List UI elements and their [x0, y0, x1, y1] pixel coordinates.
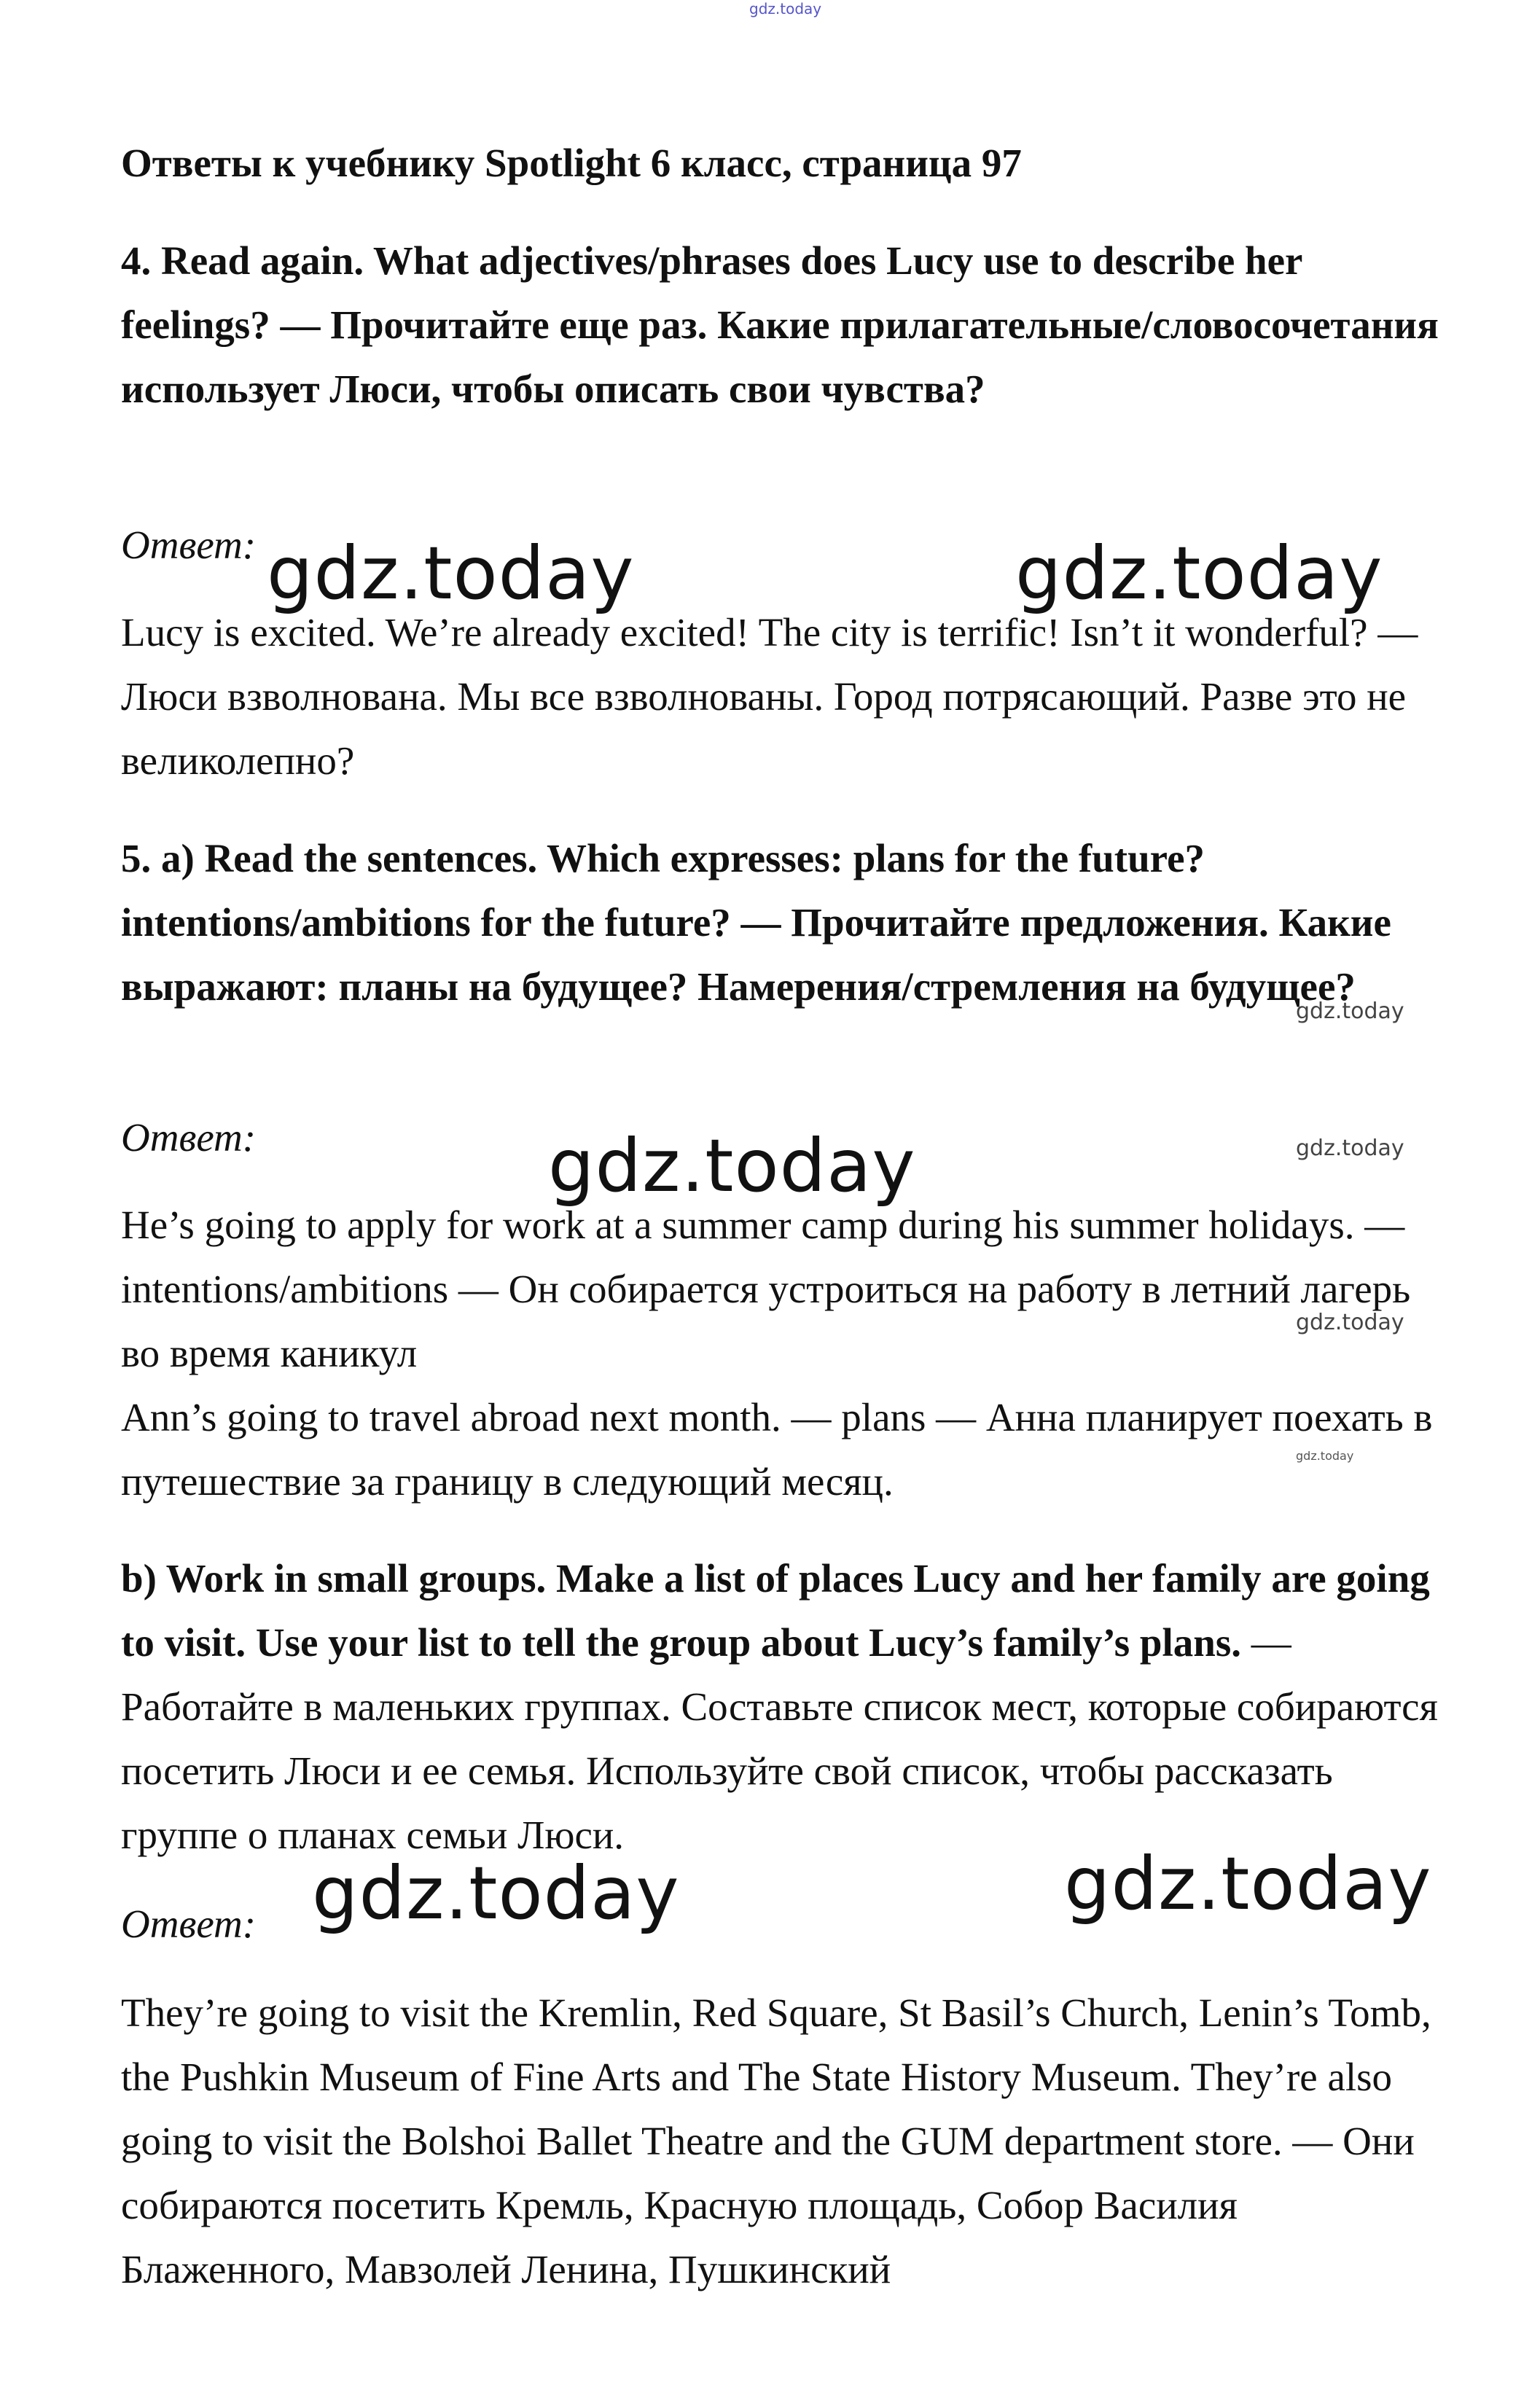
- watermark-small: gdz.today: [1296, 999, 1404, 1024]
- watermark-small: gdz.today: [1296, 1310, 1404, 1335]
- watermark-big: gdz.today: [548, 1123, 916, 1208]
- watermark-big: gdz.today: [1015, 531, 1383, 616]
- task4-answer-label: Ответ:: [121, 523, 257, 567]
- watermark-tiny: gdz.today: [1296, 1449, 1354, 1463]
- task5b-question-bold: b) Work in small groups. Make a list of places Lucy and her family are going to visit. Use your list to tell the group about Lucy’s family’s plans.: [121, 1556, 1430, 1665]
- task5b-question: [121, 1547, 1455, 1867]
- watermark-big: gdz.today: [267, 531, 635, 616]
- task4-answer: Lucy is excited. We’re already excited! The city is terrific! Isn’t it wonderful? — Люси взволнована. Мы все взволнованы. Город потрясающий. Разве это не великолепно?: [121, 610, 1418, 783]
- task5b-question-rest: — Работайте в маленьких группах. Составьте список мест, которые собираются посетить Люси и ее семья. Используйте свой список, чтобы рассказать группе о планах семьи Люси.: [121, 1620, 1438, 1857]
- page-title: Ответы к учебнику Spotlight 6 класс, страница 97: [121, 141, 1022, 185]
- task5a-question: 5. a) Read the sentences. Which expresses: plans for the future? intentions/ambitions for the future? — Прочитайте предложения. Какие выражают: планы на будущее? Намерения/стремления на будущее?: [121, 836, 1391, 1009]
- task5b-answer: They’re going to visit the Kremlin, Red Square, St Basil’s Church, Lenin’s Tomb, the Pushkin Museum of Fine Arts and The State History Museum. They’re also going to visit the Bolshoi Ballet Theatre and the GUM department store. — Они собираются посетить Кремль, Красную площадь, Собор Василия Блаженного, Мавзолей Ленина, Пушкинский: [121, 1990, 1431, 2291]
- task5a-answer-2: Ann’s going to travel abroad next month. — plans — Анна планирует поехать в путешествие за границу в следующий месяц.: [121, 1395, 1433, 1504]
- task5a-answer-label: Ответ:: [121, 1115, 257, 1160]
- task4-question: 4. Read again. What adjectives/phrases does Lucy use to describe her feelings? — Прочитайте еще раз. Какие прилагательные/словосочетания использует Люси, чтобы описать свои чувства?: [121, 238, 1439, 411]
- watermark-big: gdz.today: [312, 1851, 680, 1936]
- top-watermark: gdz.today: [749, 0, 822, 17]
- watermark-small: gdz.today: [1296, 1136, 1404, 1161]
- watermark-big: gdz.today: [1064, 1841, 1432, 1926]
- task5a-answer-1: He’s going to apply for work at a summer camp during his summer holidays. — intentions/ambitions — Он собирается устроиться на работу в летний лагерь во время каникул: [121, 1203, 1411, 1375]
- task5b-answer-label: Ответ:: [121, 1902, 257, 1946]
